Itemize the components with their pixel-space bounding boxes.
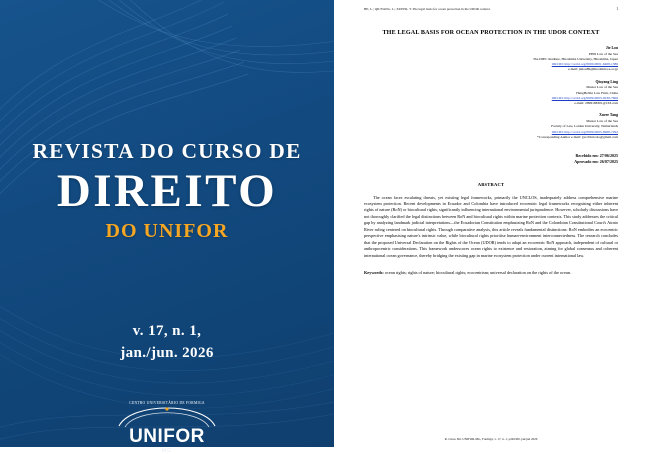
article-page [334, 0, 648, 447]
author-block [364, 80, 618, 107]
author-affiliation-line: Master Law of the Sea [586, 85, 618, 90]
keywords-block [364, 270, 618, 276]
logo-micro-text: CENTRO UNIVERSITÁRIO DE FORMIGA [129, 401, 205, 406]
approved-date-row [364, 159, 618, 165]
author-affiliation-line: Faculty of Law, Leiden University, Netherlands [551, 124, 618, 129]
received-date: 27/06/2025 [599, 153, 618, 159]
author-email[interactable]: *Corresponding Author e-mail: gw101nicole@gmail.com [537, 134, 618, 139]
page-number: 1 [616, 7, 618, 11]
cover-title-line1: REVISTA DO CURSO DE [32, 139, 302, 163]
running-head [364, 7, 618, 12]
article-title: THE LEGAL BASIS FOR OCEAN PROTECTION IN THE UDOR CONTEXT [382, 30, 600, 37]
cover-issue-date: jan./jun. 2026 [120, 344, 214, 361]
cover-issue-volume: v. 17, n. 1, [132, 322, 202, 339]
author-name: Qiuyang Ling [595, 79, 618, 84]
approved-date: 26/07/2025 [599, 159, 618, 165]
author-affiliation-line: HengHeXin Law Firm, China [576, 90, 618, 95]
running-head-citation: HE, L.; QIUYANG, L.; XUEER, T. The legal basis for ocean protection in the UDOR context. [364, 7, 491, 11]
keywords-label: Keywords: [364, 270, 384, 276]
approved-label: Aprovado em: [574, 159, 599, 165]
author-orcid-link[interactable]: ORCID: http://orcid.org/0009-0003-0230-7600 [551, 95, 618, 100]
article-footer: R. Curso Dir. UNIFOR-MG, Formiga, v. 17, n. 1, p262300, jan/jun 2026 [444, 437, 538, 442]
author-name: Xueer Tang [599, 113, 618, 118]
author-email[interactable]: e-mail: jielou89@hiroshima-u.ac.jp [568, 67, 618, 72]
author-orcid-link[interactable]: ORCID: http://orcid.org/0009-0005-6908-7292 [551, 129, 618, 134]
author-block [364, 46, 618, 73]
author-affiliation-line: PHD Law of the Sea [589, 51, 618, 56]
cover-title-block [0, 140, 334, 243]
abstract-text: The ocean faces escalating threats, yet existing legal frameworks, primarily the UNCLOS, inadequately address comprehensive marine ecosystem protection. Recent developments in Ecuador and Colombia have introduced ecocentric legal frameworks recognising either inherent rights of nature (RoN) or biocultural rights, significantly influencing international environmental jurisprudence. However, scholarly discussions have not thoroughly clarified the legal distinctions between RoN and biocultural rights within marine protection contexts. This study addresses the critical gap by analyzing landmark judicial interpretations—the Ecuadorian Constitution emphasizing RoN and the Colombian Constitutional Court's Atrato River ruling centered on biocultural rights. Through comparative analysis, this article reveals fundamental distinctions: RoN embodies an ecocentric perspective emphasising nature's intrinsic value, while biocultural rights prioritise human-environment interconnectedness. The research concludes that the proposed Universal Declaration on the Rights of the Ocean (UDOR) tends to adopt an ecocentric RoN approach, independent of cultural or anthropocentric considerations. This framework underscores ocean rights to existence and restoration, aiming for global consensus and coherent international ocean governance, thereby bridging the existing gap in marine ecosystem protection under current international law. [364, 194, 618, 258]
submission-dates [364, 153, 618, 166]
keywords-text: ocean rights; rights of nature; biocultural rights; ecocentrism; universal declaration on the rights of the ocean. [384, 270, 571, 276]
received-label: Recebido em: [575, 153, 599, 159]
logo-subtext: MG [161, 448, 173, 454]
author-email[interactable]: e-mail: 2899168301@163.com [574, 101, 618, 106]
abstract-heading: ABSTRACT [477, 181, 505, 187]
author-name: Jie Lou [605, 46, 618, 51]
cover-title-line3: DO UNIFOR [105, 219, 229, 242]
author-block [364, 113, 618, 140]
author-affiliation-line: The IDEC Institute, Hiroshima University, Hiroshima, Japan [532, 56, 618, 61]
cover-issue-info [120, 321, 214, 365]
cover-title-line2: DIREITO [56, 164, 278, 217]
author-affiliation-line: Master Law of the Sea [586, 119, 618, 124]
logo-wordmark: UNIFOR [129, 426, 205, 448]
author-orcid-link[interactable]: ORCID: http://orcid.org/0000-0001-6408-1386 [551, 62, 618, 67]
unifor-logo [111, 400, 223, 454]
logo-mark [111, 400, 223, 454]
